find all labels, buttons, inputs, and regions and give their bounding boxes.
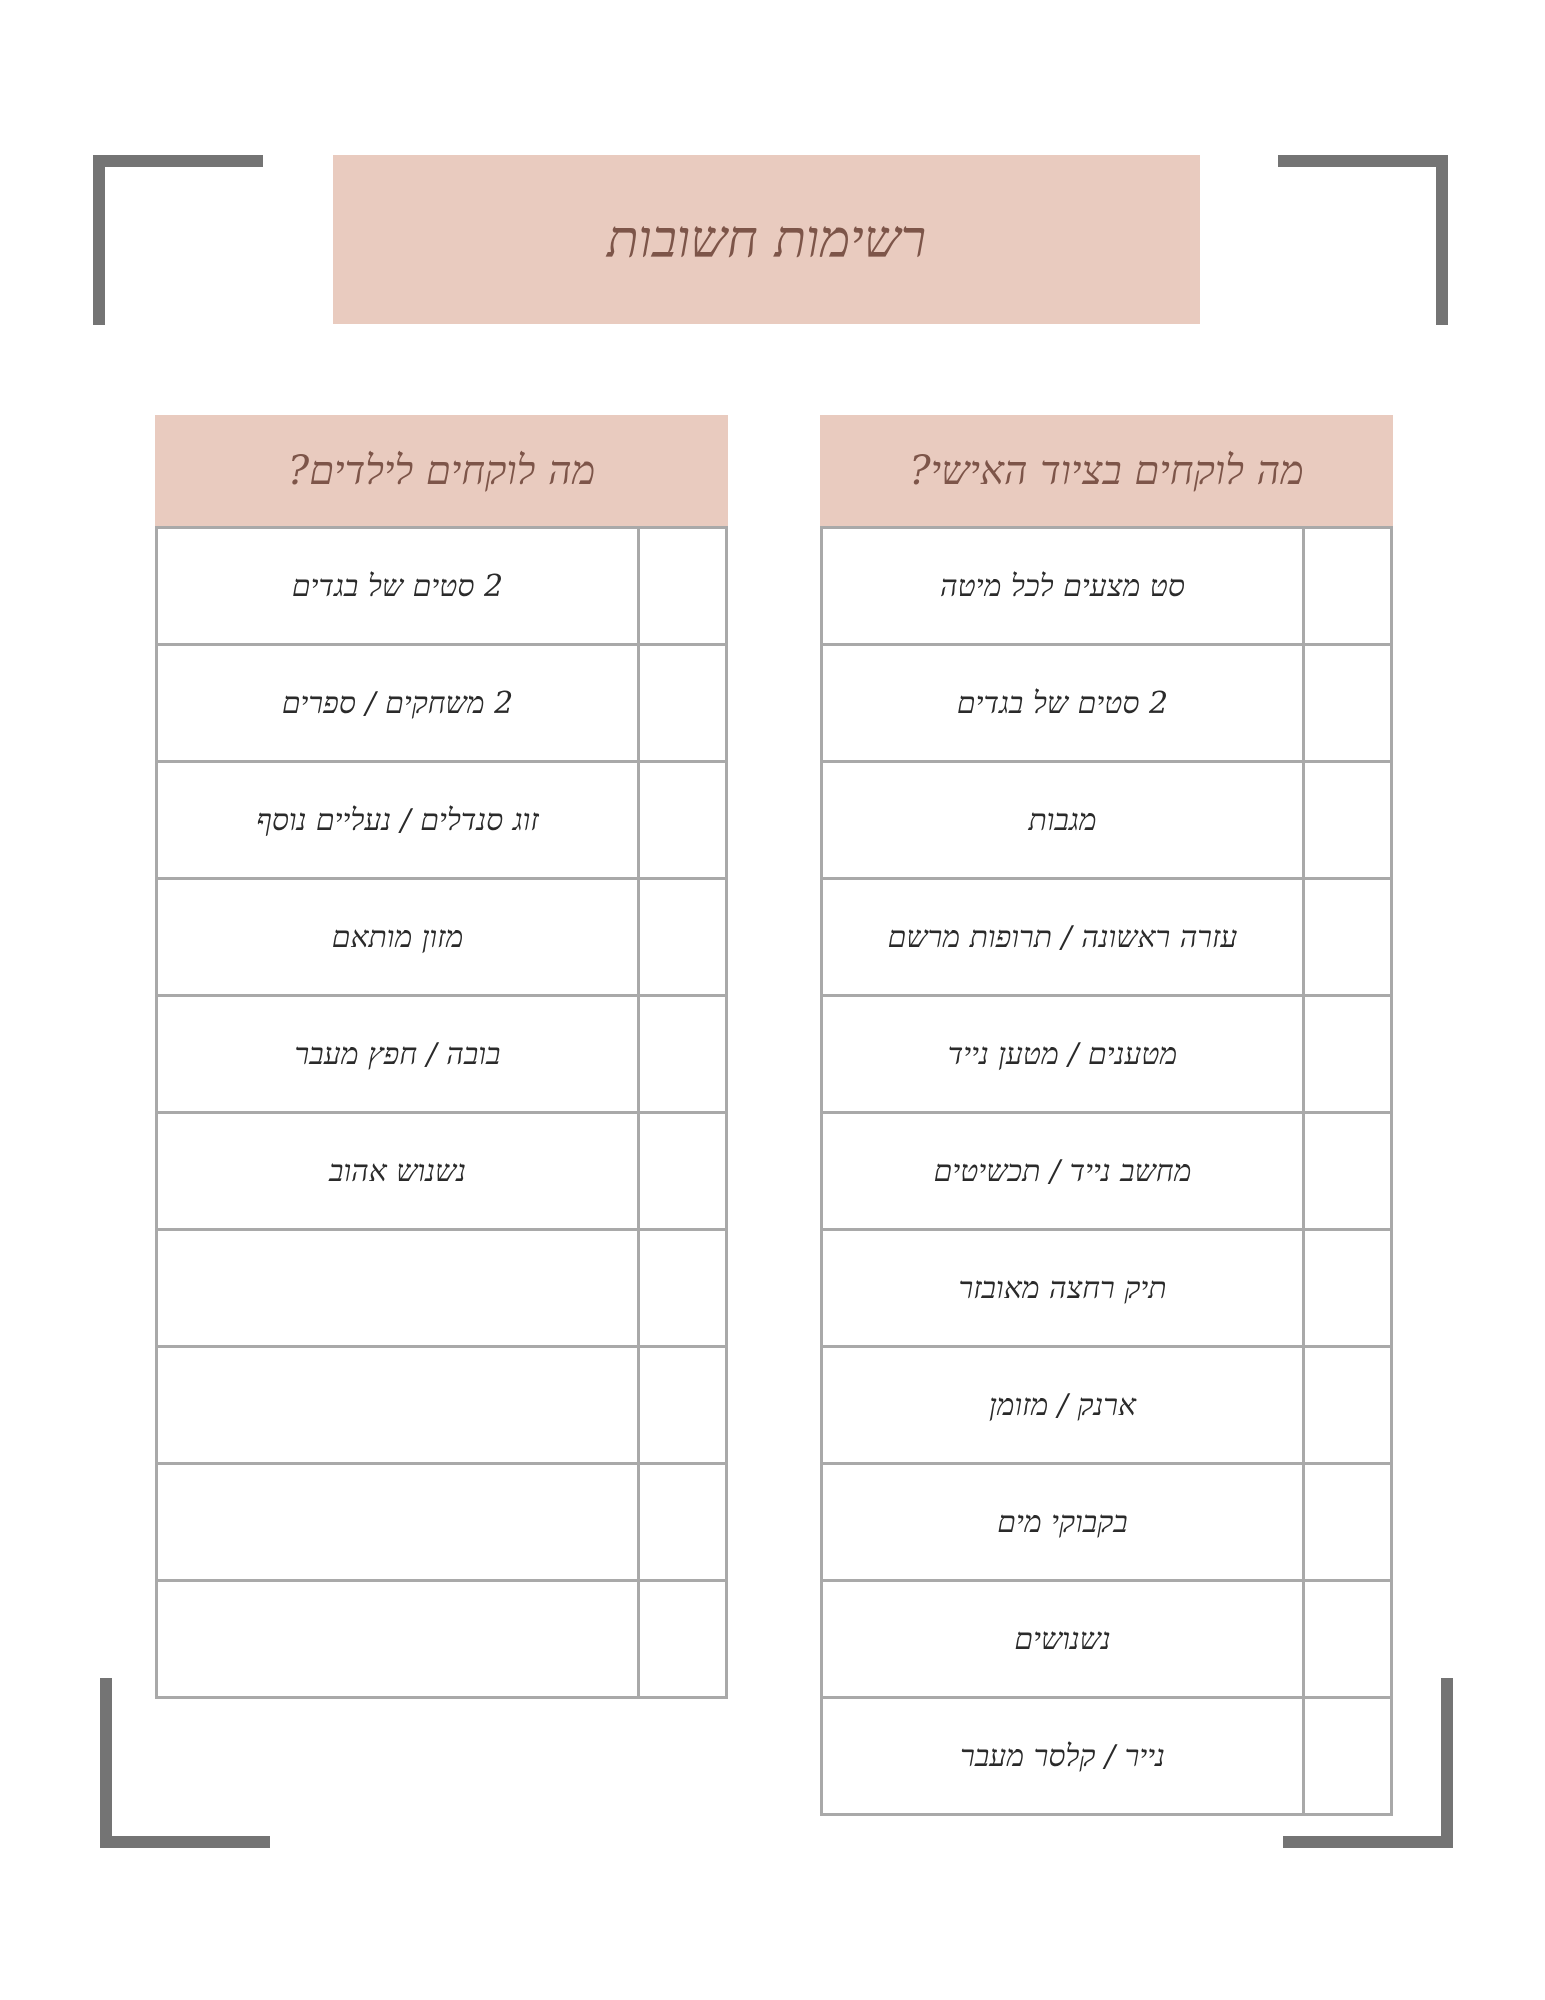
list-item [823, 994, 1390, 1111]
item-label[interactable] [158, 1465, 637, 1579]
list-item [823, 877, 1390, 994]
list-item [823, 643, 1390, 760]
list-item [823, 526, 1390, 643]
list-item-empty [158, 1462, 725, 1579]
list-item-empty [158, 1228, 725, 1345]
personal-gear-header [820, 415, 1393, 526]
corner-bracket-top-right [1278, 155, 1448, 325]
title-banner [333, 155, 1200, 324]
checkbox[interactable] [1302, 997, 1390, 1111]
checkbox[interactable] [1302, 529, 1390, 643]
list-item [823, 1111, 1390, 1228]
checkbox[interactable] [637, 1465, 725, 1579]
list-item [158, 526, 725, 643]
checkbox[interactable] [1302, 646, 1390, 760]
item-label: סט מצעים לכל מיטה [940, 568, 1185, 604]
checkbox[interactable] [1302, 1231, 1390, 1345]
item-label: ארנק / מזומן [989, 1387, 1136, 1423]
item-label: זוג סנדלים / נעליים נוסף [256, 802, 539, 838]
item-label: מזון מותאם [331, 919, 464, 955]
page-title: רשימות חשובות [606, 209, 927, 270]
item-label[interactable] [158, 1582, 637, 1696]
item-label: נשנוש אהוב [329, 1153, 466, 1189]
corner-bracket-bottom-left [100, 1678, 270, 1848]
checkbox[interactable] [637, 763, 725, 877]
list-item [823, 1345, 1390, 1462]
item-label: מטענים / מטען נייד [947, 1036, 1178, 1072]
item-label: מחשב נייד / תכשיטים [933, 1153, 1192, 1189]
checkbox[interactable] [637, 529, 725, 643]
list-item [823, 1462, 1390, 1579]
checkbox[interactable] [637, 997, 725, 1111]
item-label: מגבות [1028, 802, 1097, 838]
kids-list [155, 415, 728, 1699]
item-label[interactable] [158, 1348, 637, 1462]
checkbox[interactable] [637, 646, 725, 760]
item-label: עזרה ראשונה / תרופות מרשם [887, 919, 1238, 955]
checkbox[interactable] [1302, 1114, 1390, 1228]
list-item [158, 760, 725, 877]
checkbox[interactable] [637, 1582, 725, 1696]
kids-header [155, 415, 728, 526]
list-item [823, 760, 1390, 877]
item-label: תיק רחצה מאובזר [958, 1270, 1167, 1306]
list-item [823, 1579, 1390, 1696]
list-item [823, 1228, 1390, 1345]
list-item [158, 994, 725, 1111]
checkbox[interactable] [1302, 1465, 1390, 1579]
item-label: בקבוקי מים [997, 1504, 1128, 1540]
checkbox[interactable] [1302, 1582, 1390, 1696]
list-item [158, 877, 725, 994]
checkbox[interactable] [1302, 1699, 1390, 1813]
checkbox[interactable] [1302, 880, 1390, 994]
list-item [158, 643, 725, 760]
kids-header-text: מה לוקחים לילדים? [287, 448, 596, 494]
checkbox[interactable] [637, 1231, 725, 1345]
item-label: 2 משחקים / ספרים [281, 685, 514, 721]
personal-gear-header-text: מה לוקחים בציוד האישי? [909, 448, 1304, 494]
checkbox[interactable] [637, 1348, 725, 1462]
list-item-empty [158, 1579, 725, 1696]
kids-rows [155, 526, 728, 1699]
personal-gear-rows [820, 526, 1393, 1816]
list-item [158, 1111, 725, 1228]
corner-bracket-top-left [93, 155, 263, 325]
checkbox[interactable] [637, 880, 725, 994]
list-item-empty [158, 1345, 725, 1462]
item-label[interactable] [158, 1231, 637, 1345]
item-label: נשנושים [1014, 1621, 1111, 1657]
item-label: 2 סטים של בגדים [291, 568, 504, 604]
personal-gear-list [820, 415, 1393, 1816]
item-label: נייר / קלסר מעבר [960, 1738, 1165, 1774]
checkbox[interactable] [1302, 1348, 1390, 1462]
item-label: 2 סטים של בגדים [956, 685, 1169, 721]
checkbox[interactable] [1302, 763, 1390, 877]
checkbox[interactable] [637, 1114, 725, 1228]
list-item [823, 1696, 1390, 1813]
item-label: בובה / חפץ מעבר [294, 1036, 501, 1072]
